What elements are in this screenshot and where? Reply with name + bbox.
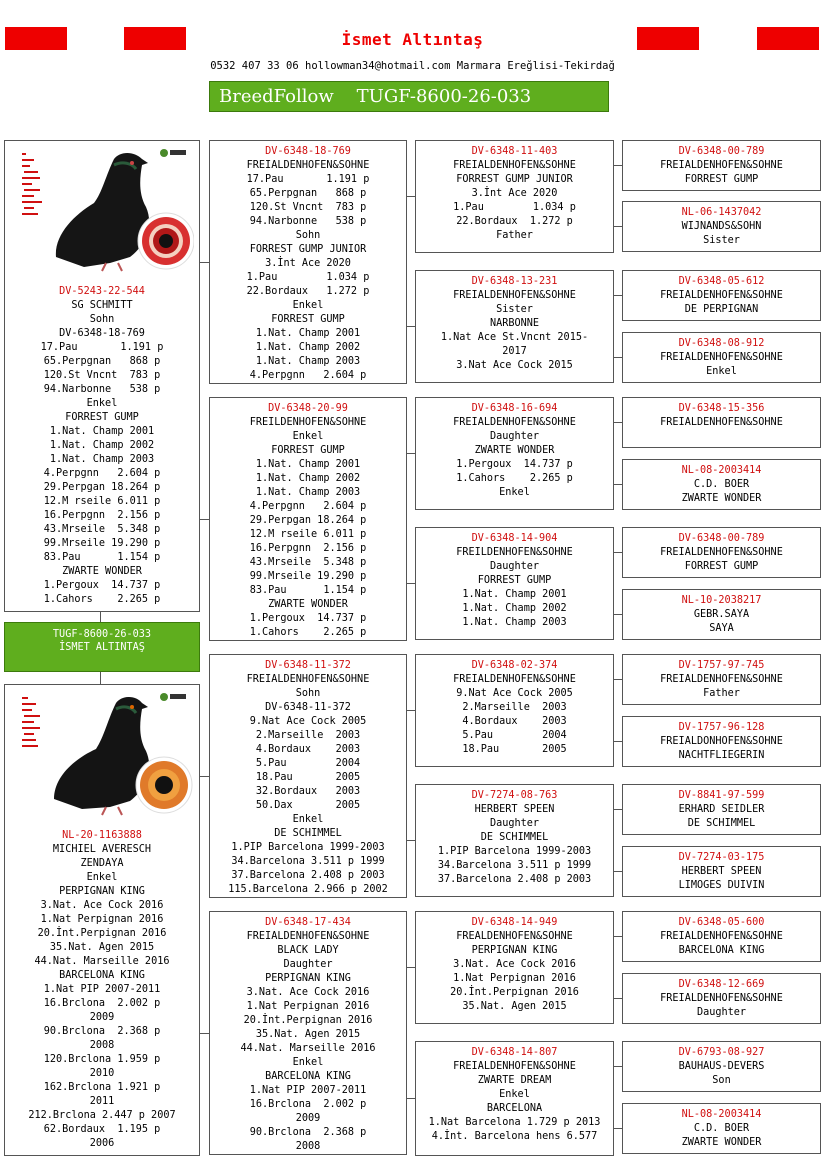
pedigree-line: 16.Perpgnn 2.156 p	[249, 543, 367, 554]
pedigree-line: 29.Perpgan 18.264 p	[43, 482, 161, 493]
pedigree-line: FREIALDENHOFEN&SOHNE	[453, 417, 576, 428]
pedigree-line: Enkel	[499, 1089, 530, 1100]
pedigree-line: 1.Nat Barcelona 1.729 p 2013	[428, 1117, 601, 1128]
pedigree-line: FREILDENHOFEN&SOHNE	[249, 417, 367, 428]
pedigree-line: DV-6348-18-769	[59, 328, 145, 339]
ring-number: DV-6348-00-789	[678, 146, 765, 157]
pedigree-line: 65.Perpgnan 868 p	[249, 188, 367, 199]
sire-ring: DV-5243-22-544	[59, 286, 145, 297]
pedigree-line: FREIALDENHOFEN&SOHNE	[660, 993, 783, 1004]
great-grandparent-card[interactable]	[622, 527, 821, 578]
pedigree-line: FORREST GUMP	[271, 445, 345, 456]
pedigree-line: Enkel	[292, 1057, 324, 1068]
great-grandparent-card[interactable]	[622, 589, 821, 640]
pedigree-line: 1.Nat. Champ 2001	[49, 426, 155, 437]
page-title: İsmet Altıntaş	[341, 30, 484, 49]
pedigree-line: 99.Mrseile 19.290 p	[249, 571, 367, 582]
pedigree-line: BARCELONA KING	[678, 945, 765, 956]
great-grandparent-card[interactable]	[622, 332, 821, 383]
pedigree-line: 44.Nat. Marseille 2016	[34, 956, 170, 967]
pedigree-line: PERPIGNAN KING	[471, 945, 558, 956]
great-grandparent-card[interactable]	[622, 716, 821, 767]
pedigree-line: BLACK LADY	[277, 945, 339, 956]
pedigree-line: 1.Nat. Champ 2002	[462, 603, 567, 614]
connector-line	[614, 226, 622, 227]
pedigree-line: 2008	[89, 1040, 115, 1051]
pedigree-line: FREIALDENHOFEN&SOHNE	[660, 160, 783, 171]
connector-line	[614, 871, 622, 872]
pedigree-line: 1.Pergoux 14.737 p	[43, 580, 161, 591]
connector-line	[614, 295, 622, 296]
connector-line	[614, 1128, 622, 1129]
pedigree-line: 120.St Vncnt 783 p	[249, 202, 367, 213]
pedigree-line: ZWARTE WONDER	[62, 566, 142, 577]
pedigree-line: 83.Pau 1.154 p	[43, 552, 161, 563]
pedigree-line: 22.Bordaux 1.272 p	[456, 216, 573, 227]
pedigree-line: 1.Cahors 2.265 p	[456, 473, 573, 484]
pedigree-line: 3.Nat. Ace Cock 2016	[40, 900, 164, 911]
pedigree-line: 120.St Vncnt 783 p	[43, 370, 161, 381]
ring-number: DV-6348-11-403	[471, 146, 558, 157]
pedigree-line: 65.Perpgnan 868 p	[43, 356, 161, 367]
pedigree-line: Daughter	[489, 561, 540, 572]
pedigree-line: PERPIGNAN KING	[59, 886, 145, 897]
pedigree-line: Enkel	[292, 431, 324, 442]
pedigree-line: 3.İnt Ace 2020	[265, 258, 351, 269]
pedigree-line: Father	[496, 230, 533, 241]
great-grandparent-card[interactable]	[622, 973, 821, 1024]
sire-card[interactable]	[4, 140, 200, 612]
pedigree-line: 1.Nat PIP 2007-2011	[43, 984, 161, 995]
pedigree-line: 5.Pau 2004	[255, 758, 361, 769]
ring-number: DV-8841-97-599	[678, 790, 765, 801]
pedigree-line: 16.Brclona 2.002 p	[249, 1099, 367, 1110]
dam-card[interactable]	[4, 684, 200, 1156]
owner-name: İSMET ALTINTAŞ	[59, 642, 145, 653]
grandparent-card[interactable]	[415, 784, 614, 897]
pedigree-line: BARCELONA KING	[265, 1071, 351, 1082]
pedigree-line: 35.Nat. Agen 2015	[49, 942, 155, 953]
ring-number: DV-6348-16-694	[471, 403, 558, 414]
pedigree-line: FREIALDENHOFEN&SOHNE	[246, 160, 370, 171]
pedigree-line: ZWARTE WONDER	[681, 493, 762, 504]
grandparent-card[interactable]	[415, 1041, 614, 1156]
grandparent-card[interactable]	[415, 911, 614, 1024]
pedigree-line: 2009	[295, 1113, 321, 1124]
pedigree-line: 1.Nat Perpignan 2016	[453, 973, 576, 984]
pedigree-line: ZWARTE WONDER	[268, 599, 348, 610]
pedigree-line: 1.PIP Barcelona 1999-2003	[437, 846, 592, 857]
pedigree-line: 2010	[89, 1068, 115, 1079]
ring-number: DV-6348-14-904	[471, 533, 558, 544]
pedigree-line: ERHARD SEIDLER	[678, 804, 765, 815]
connector-line	[407, 326, 415, 327]
pedigree-line: 1.Nat. Champ 2003	[462, 617, 567, 628]
pedigree-line: 2011	[89, 1096, 115, 1107]
pedigree-line: 4.Bordaux 2003	[462, 716, 567, 727]
pedigree-line: 50.Dax 2005	[255, 800, 361, 811]
pedigree-line: 20.İnt.Perpignan 2016	[243, 1015, 373, 1026]
pedigree-line: Daughter	[696, 1007, 747, 1018]
dam-pigeon-photo	[14, 689, 194, 817]
pedigree-line: 90.Brclona 2.368 p	[249, 1127, 367, 1138]
pedigree-line: BAUHAUS-DEVERS	[678, 1061, 765, 1072]
connector-line	[614, 614, 622, 615]
pedigree-line: 1.Cahors 2.265 p	[43, 594, 161, 605]
grandparent-card[interactable]	[415, 270, 614, 383]
connector-line	[614, 809, 622, 810]
ring-number: DV-6348-14-807	[471, 1047, 558, 1058]
pedigree-line: 1.Nat Perpignan 2016	[40, 914, 164, 925]
pedigree-line: DE PERPIGNAN	[684, 304, 759, 315]
pedigree-line: FREIALDENHOFEN&SOHNE	[660, 674, 783, 685]
connector-line	[614, 936, 622, 937]
pedigree-line: DE SCHIMMEL	[687, 818, 756, 829]
pedigree-line: FREIALDONHOFEN&SOHNE	[660, 736, 783, 747]
owner-box[interactable]	[4, 622, 200, 672]
pedigree-line: 34.Barcelona 3.511 p 1999	[437, 860, 592, 871]
connector-line	[614, 998, 622, 999]
pedigree-line: 4.Perpgnn 2.604 p	[249, 370, 367, 381]
pedigree-line: 1.Nat PIP 2007-2011	[249, 1085, 367, 1096]
pedigree-line: ZWARTE DREAM	[477, 1075, 552, 1086]
pedigree-line: 1.Nat. Champ 2001	[255, 328, 361, 339]
grandparent-card[interactable]	[415, 654, 614, 767]
connector-line	[614, 484, 622, 485]
sire-dam-card[interactable]	[209, 654, 407, 898]
pedigree-line: FREIALDENHOFEN&SOHNE	[660, 547, 783, 558]
pedigree-line: 2.Marseille 2003	[462, 702, 567, 713]
pedigree-line: 9.Nat Ace Cock 2005	[456, 688, 573, 699]
pedigree-line: FORREST GUMP	[477, 575, 552, 586]
pedigree-line: 94.Narbonne 538 p	[43, 384, 161, 395]
connector-line	[407, 840, 415, 841]
pedigree-line: 16.Brclona 2.002 p	[43, 998, 161, 1009]
pedigree-line: 4.Perpgnn 2.604 p	[249, 501, 367, 512]
pedigree-line: 4.Perpgnn 2.604 p	[43, 468, 161, 479]
ring-number: DV-7274-03-175	[678, 852, 765, 863]
pedigree-line: 1.Nat. Champ 2001	[462, 589, 567, 600]
pedigree-line: BARCELONA	[486, 1103, 543, 1114]
pedigree-line: FREIALDENHOFEN&SOHNE	[246, 674, 370, 685]
sire-dam-card[interactable]	[209, 397, 407, 641]
pedigree-line: HERBERT SPEEN	[681, 866, 762, 877]
pedigree-line: 32.Bordaux 2003	[255, 786, 361, 797]
connector-line	[614, 1066, 622, 1067]
connector-line	[100, 672, 101, 684]
pedigree-line: 2.Marseille 2003	[255, 730, 361, 741]
pedigree-line: FREIALDENHOFEN&SOHNE	[660, 352, 783, 363]
pedigree-line: HERBERT SPEEN	[474, 804, 555, 815]
pedigree-line: 4.Bordaux 2003	[255, 744, 361, 755]
pedigree-line: 212.Brclona 2.447 p 2007	[28, 1110, 176, 1121]
pedigree-line: 18.Pau 2005	[462, 744, 567, 755]
pedigree-line: FORREST GUMP	[684, 174, 759, 185]
pedigree-line: NARBONNE	[489, 318, 540, 329]
pedigree-line: Enkel	[86, 398, 118, 409]
grandparent-card[interactable]	[415, 140, 614, 253]
pedigree-line: 1.Nat. Champ 2003	[255, 356, 361, 367]
grandparent-card[interactable]	[415, 397, 614, 510]
connector-line	[100, 612, 101, 622]
connector-line	[407, 710, 415, 711]
pedigree-line: MICHIEL AVERESCH	[52, 844, 152, 855]
pedigree-line: 29.Perpgan 18.264 p	[249, 515, 367, 526]
pedigree-line: 3.Nat. Ace Cock 2016	[246, 987, 370, 998]
pedigree-line: 4.İnt. Barcelona hens 6.577	[431, 1131, 598, 1142]
pedigree-line: 12.M rseile 6.011 p	[249, 529, 367, 540]
pedigree-line: 20.İnt.Perpignan 2016	[450, 987, 579, 998]
ring-number: DV-6348-20-99	[268, 403, 348, 414]
pedigree-line: 18.Pau 2005	[255, 772, 361, 783]
pedigree-line: Sister	[496, 304, 533, 315]
pedigree-line: 83.Pau 1.154 p	[249, 585, 367, 596]
sire-pigeon-photo	[14, 145, 194, 273]
pedigree-line: 20.İnt.Perpignan 2016	[37, 928, 167, 939]
pedigree-line: 12.M rseile 6.011 p	[43, 496, 161, 507]
ring-number: DV-6348-13-231	[471, 276, 558, 287]
pedigree-line: FREIALDENHOFEN&SOHNE	[453, 674, 576, 685]
ring-number: NL-06-1437042	[681, 207, 762, 218]
pedigree-line: 1.Nat. Champ 2002	[255, 342, 361, 353]
pedigree-line: LIMOGES DUIVIN	[678, 880, 765, 891]
pedigree-line: Son	[712, 1075, 731, 1086]
pedigree-line: 35.Nat. Agen 2015	[255, 1029, 361, 1040]
pedigree-line: 1.PIP Barcelona 1999-2003	[231, 842, 385, 853]
pedigree-line: Sohn	[295, 230, 321, 241]
ring-number: DV-6348-12-669	[678, 979, 765, 990]
pedigree-line: FREALDENHOFEN&SOHNE	[456, 931, 573, 942]
great-grandparent-card[interactable]	[622, 654, 821, 705]
ring-number: NL-10-2038217	[681, 595, 762, 606]
pedigree-line: FORREST GUMP	[684, 561, 759, 572]
pedigree-line: 1.Pau 1.034 p	[246, 272, 370, 283]
ring-number: DV-6348-14-949	[471, 917, 558, 928]
pedigree-line: DV-6348-11-372	[265, 702, 351, 713]
pedigree-line: Enkel	[292, 814, 324, 825]
pedigree-line: FREIALDENHOFEN&SOHNE	[660, 417, 783, 428]
great-grandparent-card[interactable]	[622, 911, 821, 962]
connector-line	[200, 262, 209, 263]
ring-number: DV-6348-17-434	[265, 917, 351, 928]
ring-number: DV-6348-08-912	[678, 338, 765, 349]
pedigree-line: Enkel	[86, 872, 118, 883]
connector-line	[407, 453, 415, 454]
ring-number: DV-1757-96-128	[678, 722, 765, 733]
connector-line	[614, 165, 622, 166]
pedigree-line: 44.Nat. Marseille 2016	[240, 1043, 376, 1054]
pedigree-line: FORREST GUMP JUNIOR	[456, 174, 573, 185]
pedigree-line: C.D. BOER	[693, 479, 750, 490]
pedigree-line: Sohn	[295, 688, 321, 699]
great-grandparent-card[interactable]	[622, 1103, 821, 1154]
connector-line	[407, 967, 415, 968]
pedigree-line: 22.Bordaux 1.272 p	[246, 286, 370, 297]
pedigree-line: Father	[703, 688, 740, 699]
pedigree-line: Sister	[703, 235, 740, 246]
pedigree-line: 90.Brclona 2.368 p	[43, 1026, 161, 1037]
pedigree-line: 1.Nat. Champ 2003	[255, 487, 361, 498]
pedigree-line: 3.İnt Ace 2020	[471, 188, 558, 199]
pedigree-line: 62.Bordaux 1.195 p	[43, 1124, 161, 1135]
pedigree-line: ZWARTE WONDER	[681, 1137, 762, 1148]
dam-ring: NL-20-1163888	[62, 830, 142, 841]
pedigree-line: 1.Nat. Champ 2001	[255, 459, 361, 470]
connector-line	[407, 583, 415, 584]
pedigree-line: Enkel	[499, 487, 530, 498]
great-grandparent-card[interactable]	[622, 397, 821, 448]
great-grandparent-card[interactable]	[622, 201, 821, 252]
pedigree-line: Daughter	[489, 431, 540, 442]
great-grandparent-card[interactable]	[622, 784, 821, 835]
ring-number: DV-7274-08-763	[471, 790, 558, 801]
pedigree-line: 43.Mrseile 5.348 p	[249, 557, 367, 568]
pedigree-line: ZWARTE WONDER	[474, 445, 555, 456]
pedigree-line: 1.Nat. Champ 2003	[49, 454, 155, 465]
breedfollow-label: BreedFollow	[219, 86, 334, 107]
ring-number: DV-6348-15-356	[678, 403, 765, 414]
sire-dam-card[interactable]	[209, 140, 407, 384]
pedigree-line: DE SCHIMMEL	[274, 828, 342, 839]
pedigree-line: GEBR.SAYA	[693, 609, 750, 620]
pedigree-line: 1.Nat. Champ 2002	[49, 440, 155, 451]
pedigree-line: 34.Barcelona 3.511 p 1999	[231, 856, 385, 867]
connector-line	[407, 1098, 415, 1099]
connector-line	[407, 196, 415, 197]
ring-number: DV-6348-00-789	[678, 533, 765, 544]
pedigree-line: 37.Barcelona 2.408 p 2003	[231, 870, 385, 881]
great-grandparent-card[interactable]	[622, 1041, 821, 1092]
pedigree-line: 2009	[89, 1012, 115, 1023]
pedigree-line: 37.Barcelona 2.408 p 2003	[437, 874, 592, 885]
pedigree-line: FREIALDENHOFEN&SOHNE	[660, 290, 783, 301]
pedigree-line: Enkel	[292, 300, 324, 311]
pedigree-line: 3.Nat. Ace Cock 2016	[453, 959, 576, 970]
pedigree-line: 3.Nat Ace Cock 2015	[456, 360, 573, 371]
pedigree-line: 1.Pergoux 14.737 p	[456, 459, 573, 470]
breedfollow-banner	[209, 81, 609, 112]
pedigree-line: Daughter	[283, 959, 333, 970]
pedigree-line: 35.Nat. Agen 2015	[462, 1001, 567, 1012]
pedigree-line: Enkel	[706, 366, 737, 377]
pedigree-line: BARCELONA KING	[59, 970, 145, 981]
pedigree-line: FREIALDENHOFEN&SOHNE	[246, 931, 370, 942]
banner-ring: TUGF-8600-26-033	[356, 86, 532, 107]
pedigree-line: Daughter	[489, 818, 540, 829]
pedigree-line: Sohn	[89, 314, 115, 325]
pedigree-line: 115.Barcelona 2.966 p 2002	[228, 884, 388, 895]
sire-dam-card[interactable]	[209, 911, 407, 1155]
pedigree-line: FREIALDENHOFEN&SOHNE	[453, 290, 576, 301]
pedigree-line: PERPIGNAN KING	[265, 973, 351, 984]
pedigree-line: 120.Brclona 1.959 p	[43, 1054, 161, 1065]
pedigree-line: 17.Pau 1.191 p	[40, 342, 164, 353]
pedigree-line: ZENDAYA	[80, 858, 124, 869]
pedigree-line: 99.Mrseile 19.290 p	[43, 538, 161, 549]
connector-line	[200, 776, 209, 777]
pedigree-line: 1.Cahors 2.265 p	[249, 627, 367, 638]
pedigree-line: 162.Brclona 1.921 p	[43, 1082, 161, 1093]
pedigree-line: FORREST GUMP	[65, 412, 139, 423]
great-grandparent-card[interactable]	[622, 846, 821, 897]
ring-number: DV-6348-18-769	[265, 146, 351, 157]
pedigree-line: WIJNANDS&SOHN	[681, 221, 762, 232]
pedigree-line: SAYA	[709, 623, 734, 634]
pedigree-line: 5.Pau 2004	[462, 730, 567, 741]
pedigree-line: NACHTFLIEGERIN	[678, 750, 765, 761]
ring-number: DV-6793-08-927	[678, 1047, 765, 1058]
pedigree-line: 1.Nat Perpignan 2016	[246, 1001, 370, 1012]
pedigree-line: FREIALDENHOFEN&SOHNE	[453, 160, 576, 171]
pedigree-line: FORREST GUMP	[271, 314, 345, 325]
connector-line	[200, 1033, 209, 1034]
pedigree-line: 43.Mrseile 5.348 p	[43, 524, 161, 535]
pedigree-line: 1.Nat Ace St.Vncnt 2015-	[440, 332, 589, 343]
great-grandparent-card[interactable]	[622, 140, 821, 191]
ring-number: NL-08-2003414	[681, 465, 762, 476]
pedigree-line: DE SCHIMMEL	[480, 832, 549, 843]
pedigree-line: 9.Nat Ace Cock 2005	[249, 716, 367, 727]
connector-line	[614, 552, 622, 553]
pedigree-line: 2017	[502, 346, 527, 357]
connector-line	[614, 679, 622, 680]
pedigree-line: 1.Nat. Champ 2002	[255, 473, 361, 484]
pedigree-line: SG SCHMITT	[71, 300, 133, 311]
great-grandparent-card[interactable]	[622, 459, 821, 510]
pedigree-line: 2008	[295, 1141, 321, 1152]
great-grandparent-card[interactable]	[622, 270, 821, 321]
pedigree-line: FREIALDENHOFEN&SOHNE	[660, 931, 783, 942]
contact-line: 0532 407 33 06 hollowman34@hotmail.com Marmara Ereğlisi-Tekirdağ	[210, 60, 615, 72]
ring-number: NL-08-2003414	[681, 1109, 762, 1120]
pedigree-line: 1.Pau 1.034 p	[453, 202, 576, 213]
pedigree-line: 2006	[89, 1138, 115, 1149]
ring-number: DV-1757-97-745	[678, 660, 765, 671]
pedigree-line: FREIALDENHOFEN&SOHNE	[453, 1061, 576, 1072]
pedigree-line: FREILDENHOFEN&SOHNE	[456, 547, 573, 558]
pedigree-line: FORREST GUMP JUNIOR	[249, 244, 367, 255]
pedigree-line: 1.Pergoux 14.737 p	[249, 613, 367, 624]
owner-ring: TUGF-8600-26-033	[52, 629, 152, 640]
ring-number: DV-6348-11-372	[265, 660, 351, 671]
ring-number: DV-6348-05-600	[678, 917, 765, 928]
pedigree-line: 16.Perpgnn 2.156 p	[43, 510, 161, 521]
connector-line	[200, 519, 209, 520]
ring-number: DV-6348-02-374	[471, 660, 558, 671]
pedigree-line: 94.Narbonne 538 p	[249, 216, 367, 227]
connector-line	[614, 741, 622, 742]
pedigree-line: C.D. BOER	[693, 1123, 750, 1134]
grandparent-card[interactable]	[415, 527, 614, 640]
pedigree-line: 17.Pau 1.191 p	[246, 174, 370, 185]
connector-line	[614, 422, 622, 423]
ring-number: DV-6348-05-612	[678, 276, 765, 287]
connector-line	[614, 357, 622, 358]
